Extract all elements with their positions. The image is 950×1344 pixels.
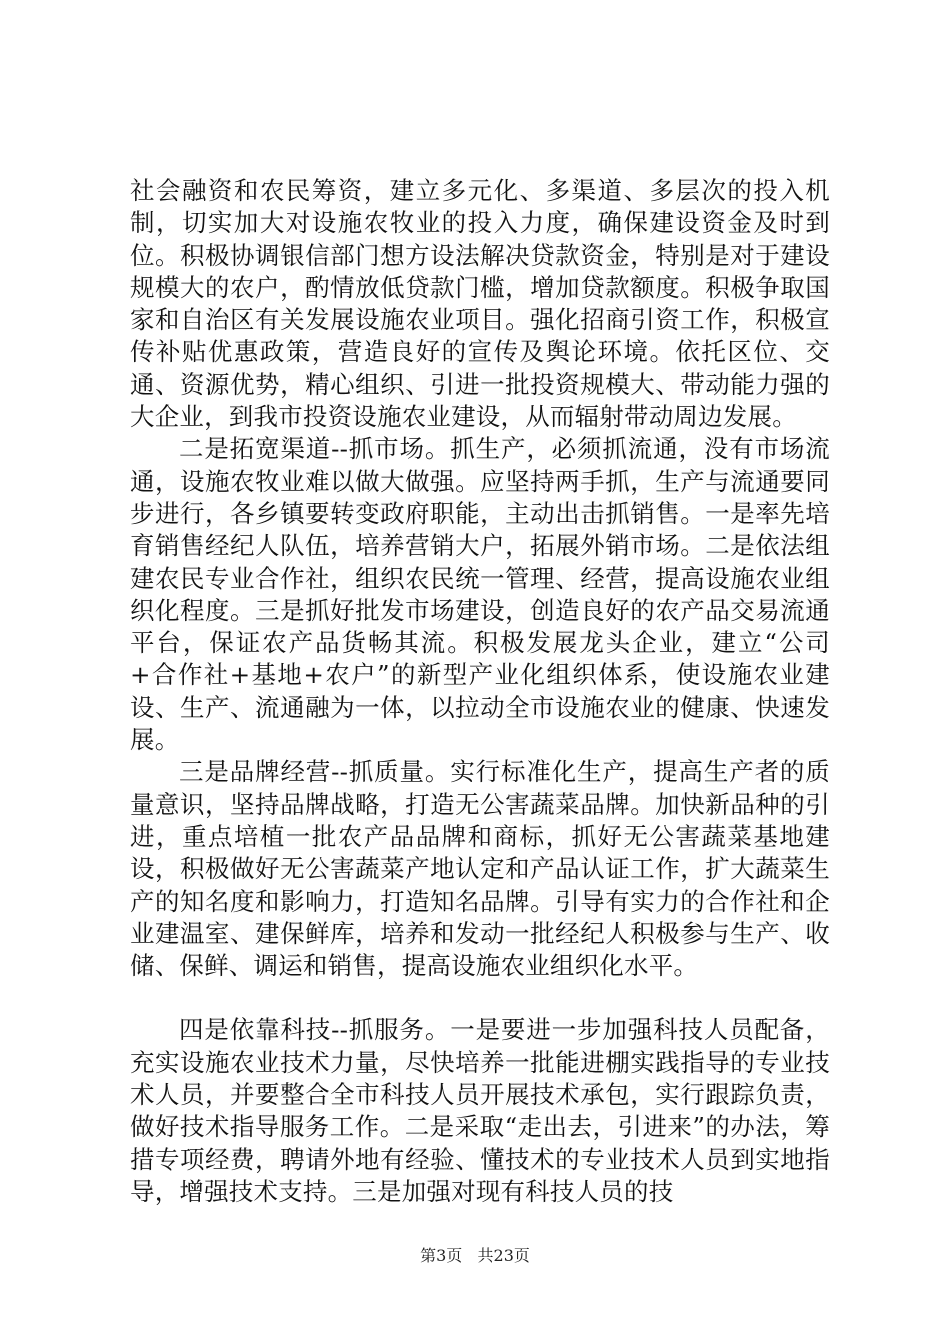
paragraph-quality: 三是品牌经营--抓质量。实行标准化生产，提高生产者的质量意识，坚持品牌战略，打造无公害蔬菜品牌。加快新品种的引进，重点培植一批农产品品牌和商标，抓好无公害蔬菜基地建设，积极做好无公害蔬菜产地认定和产品认证工作，扩大蔬菜生产的知名度和影响力，打造知名品牌。引导有实力的合作社和企业建温室、建保鲜库，培养和发动一批经纪人积极参与生产、收储、保鲜、调运和销售，提高设施农业组织化水平。 (130, 757, 830, 981)
document-body (130, 175, 830, 1208)
page-number: 第3页 (420, 1246, 463, 1265)
paragraph-market: 二是拓宽渠道--抓市场。抓生产，必须抓流通，没有市场流通，设施农牧业难以做大做强。应坚持两手抓，生产与流通要同步进行，各乡镇要转变政府职能，主动出击抓销售。一是率先培育销售经纪人队伍，培养营销大户，拓展外销市场。二是依法组建农民专业合作社，组织农民统一管理、经营，提高设施农业组织化程度。三是抓好批发市场建设，创造良好的农产品交易流通平台，保证农产品货畅其流。积极发展龙头企业，建立“公司+合作社+基地+农户”的新型产业化组织体系，使设施农业建设、生产、流通融为一体，以拉动全市设施农业的健康、快速发展。 (130, 434, 830, 755)
paragraph-funding: 社会融资和农民筹资，建立多元化、多渠道、多层次的投入机制，切实加大对设施农牧业的投入力度，确保建设资金及时到位。积极协调银信部门想方设法解决贷款资金，特别是对于建设规模大的农户，酌情放低贷款门槛，增加贷款额度。积极争取国家和自治区有关发展设施农业项目。强化招商引资工作，积极宣传补贴优惠政策，营造良好的宣传及舆论环境。依托区位、交通、资源优势，精心组织、引进一批投资规模大、带动能力强的大企业，到我市投资设施农业建设，从而辐射带动周边发展。 (130, 176, 830, 432)
page-separator (467, 1246, 472, 1265)
paragraph-technology: 四是依靠科技--抓服务。一是要进一步加强科技人员配备，充实设施农业技术力量，尽快培养一批能进棚实践指导的专业技术人员，并要整合全市科技人员开展技术承包，实行跟踪负责，做好技术指导服务工作。二是采取“走出去，引进来”的办法，筹措专项经费，聘请外地有经验、懂技术的专业技术人员到实地指导，增强技术支持。三是加强对现有科技人员的技 (130, 1015, 830, 1206)
page-footer (0, 1246, 950, 1266)
page-total: 共23页 (477, 1246, 530, 1265)
